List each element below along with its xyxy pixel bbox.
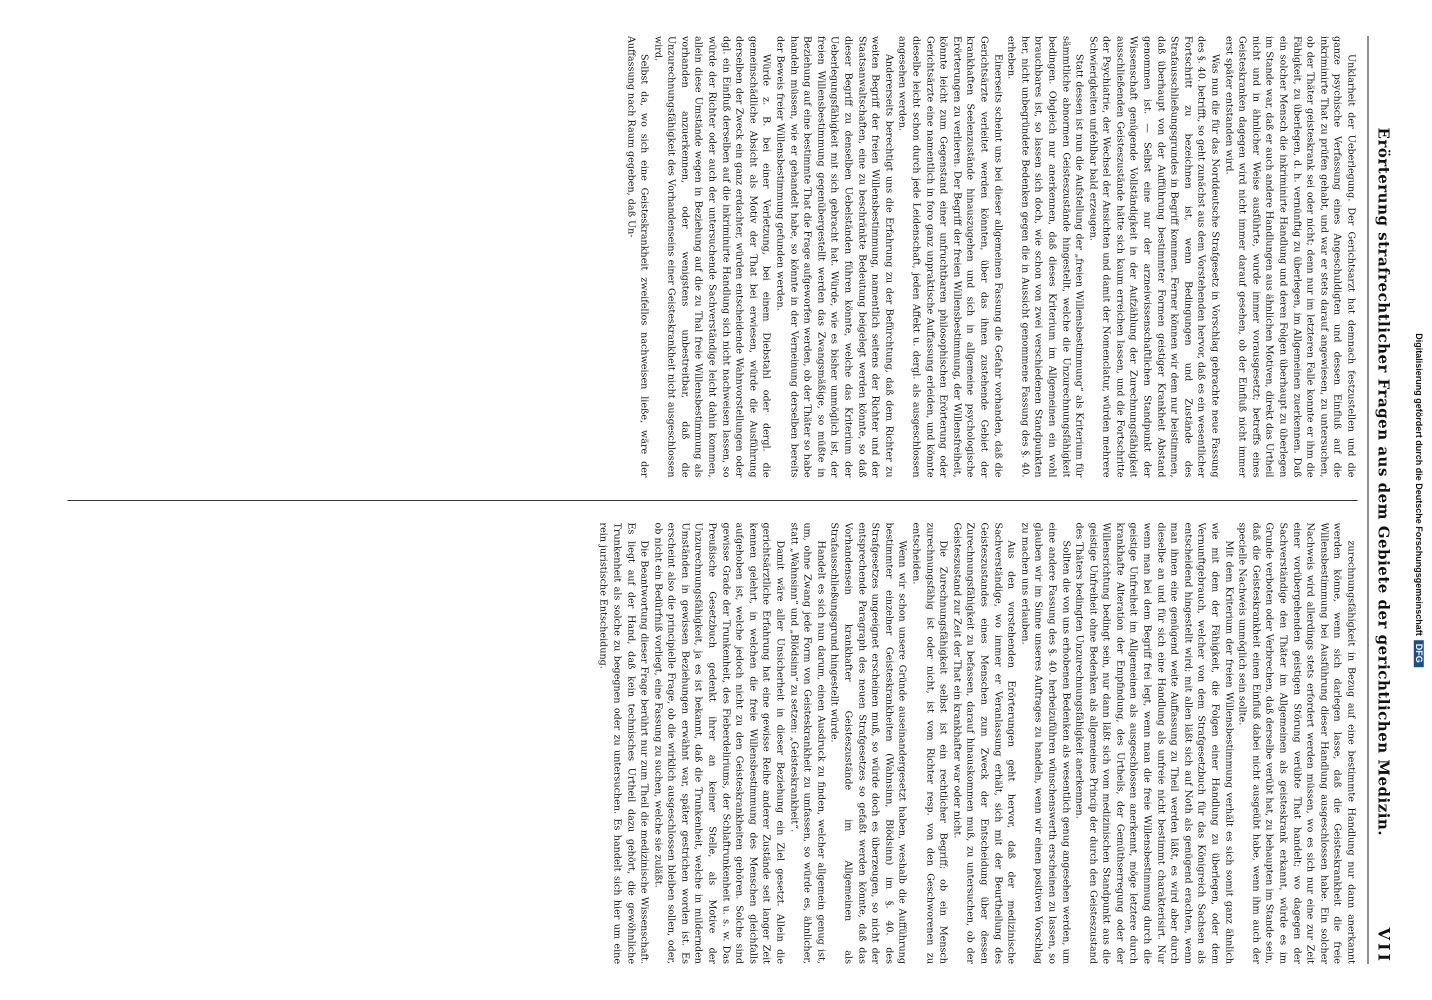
credit-text (1414, 333, 1424, 667)
credit-label: Digitalisierung gefördert durch die Deutsche Forschungsgemeinschaft (1414, 333, 1424, 636)
paragraph: Mit dem Kriterium der freien Willensbestimmung verhält es sich somit ganz ähnlich wie mit dem der Fähigkeit, die Folgen einer Handlung zu überlegen, oder dem Vernunftgebrauch, welcher von dem Strafgesetzbuch für das Königreich Sachsen als entscheidend hingestellt wird; mit allen läßt sich auf Noth als genügend erachten, wenn man ihnen eine genügend weite Auffassung zu Theil werden läßt, es wird aber durch dieselbe an und für sich eine Handlung als unfreie nicht bestimmt charakterisirt. Nur wenn man bei dem Begriff frei legt, wenn man die freie Willensbestimmung durch die geistige Unfreiheit im Allgemeinen als ausgeschlossen anerkennt, möge letztere durch krankhafte Alteration der Empfindung, des Urtheils, der Gemüthserregung oder der Willensrichtung bedingt sein, nur dann läßt sich vom medizinischen Standpunkt aus die geistige Unfreiheit ohne Bedenken als allgemeines Princip der durch den Geisteszustand des Thäters bedingten Unzurechnungsfähigkeit anerkennen. (1073, 522, 1235, 964)
page-number: VII (1374, 927, 1394, 964)
paragraph: Aus den vorstehenden Erörterungen geht hervor, daß der medizinische Sachverständige, wo immer er Veranlassung erhält, sich mit der Beurtheilung des Geisteszustandes eines Menschen zum Zweck der Entscheidung über dessen Zurechnungsfähigkeit zu befassen, darauf hinauskommen muß, zu untersuchen, ob der Geisteszustand zur Zeit der That ein krankhafter war oder nicht. (951, 522, 1017, 964)
paragraph: Die Zurechnungsfähigkeit selbst ist ein rechtlicher Begriff; ob ein Mensch zurechnungsfähig ist oder nicht, ist vom Richter resp. von den Geschworenen zu entscheiden. (910, 522, 949, 964)
paragraph: Handelt es sich nun darum, einen Ausdruck zu finden, welcher allgemein genug ist, um, ohne Zwang jede Form von Geisteskrankheit zu umfassen, so würde es, ähnlicher, statt „Wahnsinn“ und „Blödsinn“ zu setzen: „Geisteskrankheit“. (788, 522, 827, 964)
paragraph: Andererseits berechtigt uns die Erfahrung zu der Befürchtung, daß dem Richter zu weiten Begriff der freien Willensbestimmung, namentlich seitens der Richter und der Staatsanwaltschaften, eine zu beschränkte Bedeutung beigelegt werden könnte, so daß dieser Begriff zu denselben Uebelständen führen könnte, welche das Kriterium der Ueberlegungsfähigkeit mit sich gebracht hat. Würde, wie es bisher unmöglich ist, der freien Willensbestimmung gegenübergestellt werden das Zwangsmäßige, so müßte in Beziehung auf eine bestimmte That die Frage aufgeworfen werden, ob der Thäter so habe handeln müssen, wie er gehandelt habe, so könnte in der Verneinung derselben bereits der Beweis freier Willensbestimmung gefunden werden. (774, 36, 895, 478)
paragraph: Was nun die für das Norddeutsche Strafgesetz in Vorschlag gebrachte neue Fassung des §. 40. betrifft, so geht zunächst aus dem Vorstehenden hervor, daß es ein wesentlicher Fortschritt zu bezeichnen ist, wenn Bedingungen und Zustände des Strafausschließungsgrundes in Begriff kommen. Ferner können wir dem nur beistimmen, daß überhaupt von der Aufführung bestimmter Formen geistiger Krankheit Abstand genommen ist. — Selbst eine nur der arzneiwissenschaftlichen Standpunkt der Wissenschaft genügende Vollständigkeit in der Aufzählung der Zurechnungsfähigkeit ausschließenden Geisteszustände hätte sich kaum erreichen lassen, und die Fortschritte der Psychiatrie, der Wechsel der Ansichten und damit der Nomenclatur, würden mehrere Schwierigkeiten unfehlbar bald erzeugen. (1087, 36, 1221, 478)
paragraph: Selbst da, wo sich eine Geisteskrankheit zweifellos nachweisen ließe, wäre der Auffassung nach Raum gegeben, daß Un- (625, 36, 650, 478)
column-divider (68, 500, 1358, 501)
running-title: Erörterung strafrechtlicher Fragen aus dem Gebiete der gerichtlichen Medizin. (1374, 127, 1393, 837)
dfg-logo: DFG (1414, 640, 1424, 667)
text-columns (68, 36, 1358, 964)
paragraph: Statt dessen ist nun die Aufstellung der „freien Willensbestimmung“ als Kriterium für sämmtliche abnormen Geisteszustände hingestellt, welche die Unzurechnungsfähigkeit bedingen. Obgleich nur anerkennen, daß dieses Kriterium im Allgemeinen ein wohl brauchbares ist, so lassen sich doch, wie schon von zwei verschiedenen Standpunkten her, nicht unbegründete Bedenken gegen die in Aussicht genommene Fassung des §. 40. erheben. (1005, 36, 1085, 478)
digitization-credit (1408, 0, 1430, 1000)
paragraph: Sollten die von uns erhobenen Bedenken als wesentlich genug angesehen werden, um eine andere Fassung des §. 40. herbeizuführen wünschenswerth erscheinen zu lassen, so glauben wir im Sinne unseres Auftrages zu handeln, wenn wir einen positiven Vorschlag zu machen uns erlauben. (1019, 522, 1072, 964)
paragraph: Einerseits scheint uns bei dieser allgemeinen Fassung die Gefahr vorhanden, daß die Gerichtsärzte verleitet werden könnten, über das ihnen zustehende Gebiet der krankhaften Seelenzustände hinauszugehen und sich in allgemeine psychologische Erörterungen zu verlieren. Der Begriff der freien Willensbestimmung, der Willensfreiheit, könnte leicht zum Gegenstand einer unfruchtbaren philosophischen Erörterung oder Gerichtsärzte eine namentlich in foro ganz unpraktische Auffassung erleiden, und könnte dieselbe leicht schon durch jede Leidenschaft, jeden Affekt u. dergl. als ausgeschlossen angesehen werden. (896, 36, 1004, 478)
paragraph: Unklarheit der Ueberlegung. Der Gerichtsarzt hat demnach festzustellen und die ganze psychische Verfassung eines Angeschuldigten und dessen Einfluß auf die inkriminirte That zu prüfen gehabt, und war er stets darauf angewiesen, zu untersuchen, ob der Thäter geisteskrank sei oder nicht; denn nur im letzteren Falle konnte er ihm die Fähigkeit, zu überlegen, d. h. vernünftig zu überlegen, im Allgemeinen zuerkennen. Daß ein solcher Mensch die inkriminirte Handlung und deren Folgen überhaupt zu überlegen im Stande war, daß er auch andere Handlungen aus ähnlichen Motiven, direkt das Urtheil nicht und in ähnlicher Weise ausführte, wurde immer vorausgesetzt; betreffs eines Geisteskranken dagegen wird nicht immer darauf gesehen, ob der Einfluß nicht immer erst später entstanden wird. (1223, 36, 1357, 478)
text-column-right (68, 523, 1358, 965)
paragraph: zurechnungsfähigkeit in Bezug auf eine bestimmte Handlung nur dann anerkannt werden könne, wenn sich darlegen lasse, daß die Geisteskrankheit die freie Willensbestimmung bei Ausführung dieser Handlung ausgeschlossen habe. Ein solcher Nachweis wird allerdings stets erfordert werden müssen, wo es sich nur eine zur Zeit einer vorübergehenden geistigen Störung verübte That handelt; wo dagegen der Sachverständige den Thäter im Allgemeinen als geisteskrank erkannt, würde es im Grunde verboten oder Verbrechen, daß derselbe verübt hat, zu behaupten im Stande sein, daß die Geisteskrankheit einen Einfluß dabei nicht ausgeübt habe, wenn ihm auch der specielle Nachweis unmöglich sein sollte. (1236, 522, 1357, 964)
page-header (1368, 36, 1394, 964)
paragraph: Wenn wir schon unsere Gründe auseinandergesetzt haben, weshalb die Aufführung bestimmter einzelner Geisteskrankheiten (Wahnsinn, Blödsinn) im §. 40. des Strafgesetzes ungeeignet erscheinen muß, so würde doch es überzeugen, so nicht der entsprechende Paragraph des neuen Strafgesetzes so gefaßt werden könnte, daß das Vorhandensein krankhafter Geisteszustände im Allgemeinen als Strafausschließungsgrund hingestellt würde. (828, 522, 908, 964)
text-column-left (68, 36, 1358, 478)
paragraph: Würde z. B. bei einer Verletzung, bei einem Diebstahl oder dergl. die gemeinschädliche Absicht als Motiv der That bei erwiesen, würde die Ausführung derselben der Zweck ein ganz erdachter, würden entscheidende Wahnvorstellungen oder dgl. ein Einfluß derselben auf die inkriminirte Handlung sich nicht nachweisen lassen, so würde der Richter oder auch der untersuchende Sachverständige leicht dahin kommen, allein diese Umstände wegen in Beziehung auf die zu Thal freie Willensbestimmung als vorhanden anzuerkennen, oder wenigstens unbestreitbar, daß die Unzurechnungsfähigkeit des Vorhandenseins einer Geisteskrankheit nicht ausgeschlossen wird. (652, 36, 772, 478)
paragraph: Die Beantwortung dieser Frage berührt nur zum Theil die medizinische Wissenschaft. Es liegt auf der Hand, daß kein technisches Urtheil dazu gehört, die gewöhnliche Trunkenheit als solche zu begegnen oder zu untersuchen. Es handelt sich hier um eine rein juristische Entscheidung. (597, 522, 650, 964)
paragraph: Damit wäre aller Unsicherheit in dieser Beziehung ein Ziel gesetzt. Allein die gerichtsärztliche Erfahrung hat eine gewisse Reihe anderer Zustände seit langer Zeit kennen gelehrt, in welchen die freie Willensbestimmung des Menschen gleichfalls aufgehoben ist, welche jedoch nicht zu den Geisteskrankheiten gehören. Solche sind gewisse Grade der Trunkenheit, des Fieberdeliriums, der Schlaftrunkenheit u. s. w. Das Preußische Gesetzbuch gedenkt ihrer an keiner Stelle, als Motive der Unzurechnungsfähigkeit, ja es ist bekannt, daß die Trunkenheit, welche in mildernden Umständen in gewissen Beziehungen erwähnt war, später gestrichen worden ist. Es erscheint also die principielle Frage, ob die wirklich ausgeschlossen bleiben sollen, oder, ob nicht ein Bedürfniß vorliegt, eine Fassung zu suchen, welche sie zuläßt. (652, 522, 786, 964)
rotated-document-page (19, 10, 1414, 990)
